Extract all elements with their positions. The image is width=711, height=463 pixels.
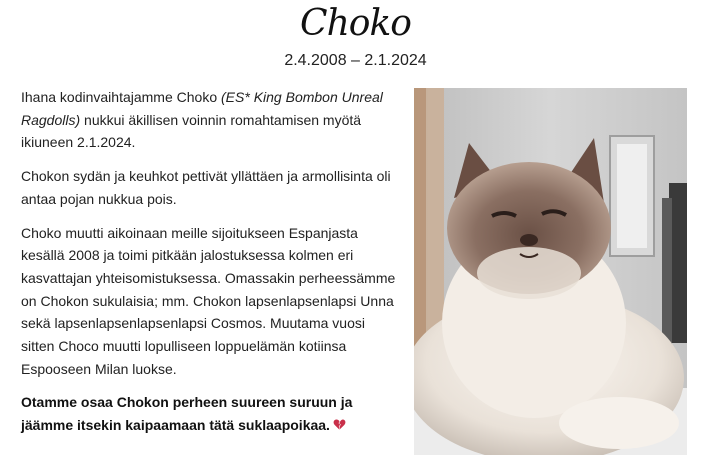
paragraph-condolence xyxy=(21,391,399,436)
cat-photo xyxy=(414,88,687,455)
paragraph-history: Choko muutti aikoinaan meille sijoitukseen Espanjasta kesällä 2008 ja toimi pitkään jalostuksessa kolmen eri kasvattajan yhteisomistuksessa. Omassakin perheessämme on Chokon sukulaisia; mm. Chokon lapsenlapsenlapsi Unna sekä lapsenlapsenlapsenlapsi Cosmos. Muutama vuosi sitten Choco muutti lopulliseen loppuelämän kotiinsa Espooseen Milan luokse. xyxy=(21,224,396,377)
intro-text-start: Ihana kodinvaihtajamme Choko xyxy=(21,89,222,105)
memorial-text xyxy=(21,86,399,448)
intro-text-end: nukkui äkillisen voinnin romahtamisen myötä ikiuneen 2.1.2024. xyxy=(21,111,362,151)
cattery-name: (ES* King Bombon Unreal Ragdolls) xyxy=(21,89,383,128)
paragraph-passing: Chokon sydän ja keuhkot pettivät yllättäen ja armollisinta oli antaa pojan nukkua pois. xyxy=(21,168,391,207)
paragraph-intro xyxy=(21,86,399,154)
condolence-text: Otamme osaa Chokon perheen suureen suruun ja jäämme itsekin kaipaamaan tätä suklaapoikaa. xyxy=(21,394,353,434)
cat-photo-illustration xyxy=(414,88,687,455)
page-title: Choko xyxy=(300,3,411,44)
broken-heart-icon xyxy=(333,418,346,431)
life-dates: 2.4.2008 – 2.1.2024 xyxy=(284,52,427,69)
